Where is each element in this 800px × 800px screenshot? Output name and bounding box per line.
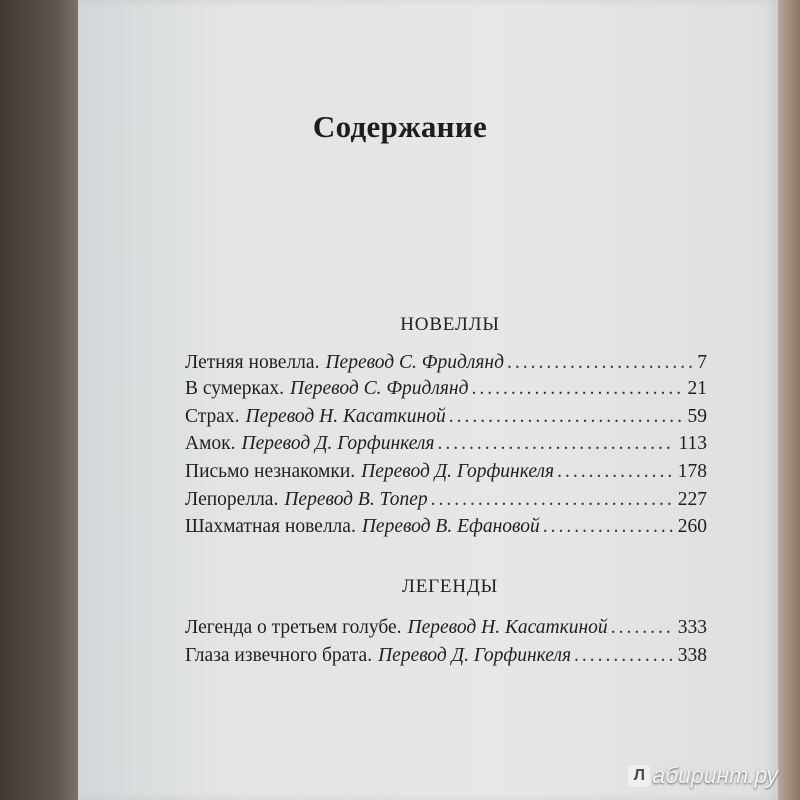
entry-translator: Перевод Д. Горфинкеля [361, 461, 555, 482]
entry-title: Шахматная новелла. [185, 516, 356, 537]
entry-translator: Перевод В. Топер [284, 489, 428, 510]
entry-page: 178 [677, 461, 707, 482]
page-title: Содержание [312, 108, 488, 144]
entry-title: Глаза извечного брата. [185, 645, 373, 666]
toc-entry [185, 645, 707, 671]
leader-dots [471, 378, 684, 400]
toc-entry [185, 433, 707, 459]
entry-title: Страх. [185, 406, 240, 427]
leader-dots [438, 433, 676, 455]
entry-page: 333 [677, 617, 707, 638]
entry-translator: Перевод В. Ефановой [361, 516, 540, 537]
section-heading-legends: ЛЕГЕНДЫ [402, 576, 498, 597]
toc-entry [185, 378, 707, 404]
entry-title: Письмо незнакомки. [185, 461, 356, 482]
entry-title: Легенда о третьем голубе. [185, 617, 402, 638]
entry-translator: Перевод Н. Касаткиной [407, 617, 608, 638]
entry-page: 260 [677, 516, 707, 537]
leader-dots [574, 645, 675, 667]
entry-title: В сумерках. [185, 378, 284, 399]
entry-title: Летняя новелла. [185, 352, 320, 373]
leader-dots [611, 617, 675, 639]
entry-page: 227 [677, 489, 707, 510]
toc-entry [185, 617, 707, 643]
toc-entry [185, 516, 707, 542]
toc-entry [185, 352, 707, 378]
entry-page: 7 [697, 352, 707, 373]
leader-dots [449, 406, 685, 428]
entry-translator: Перевод Д. Горфинкеля [241, 433, 435, 454]
entry-page: 338 [677, 645, 707, 666]
toc-entry [185, 406, 707, 432]
toc-entry [185, 461, 707, 487]
entry-translator: Перевод Н. Касаткиной [245, 406, 446, 427]
entry-page: 21 [687, 378, 707, 399]
watermark [628, 762, 778, 789]
entry-translator: Перевод Д. Горфинкеля [378, 645, 572, 666]
leader-dots [431, 489, 675, 511]
entry-translator: Перевод С. Фридлянд [325, 352, 504, 373]
entry-page: 113 [678, 433, 707, 454]
entry-title: Амок. [185, 433, 236, 454]
leader-dots [557, 461, 675, 483]
entry-translator: Перевод С. Фридлянд [289, 378, 469, 399]
entry-title: Лепорелла. [185, 489, 279, 510]
entry-page: 59 [687, 406, 707, 427]
leader-dots [507, 352, 694, 374]
toc-entry [185, 489, 707, 515]
watermark-text: абиринт.ру [652, 762, 778, 788]
leader-dots [543, 516, 675, 538]
labirint-logo-icon: Л [628, 765, 650, 787]
section-heading-novellas: НОВЕЛЛЫ [400, 314, 500, 335]
